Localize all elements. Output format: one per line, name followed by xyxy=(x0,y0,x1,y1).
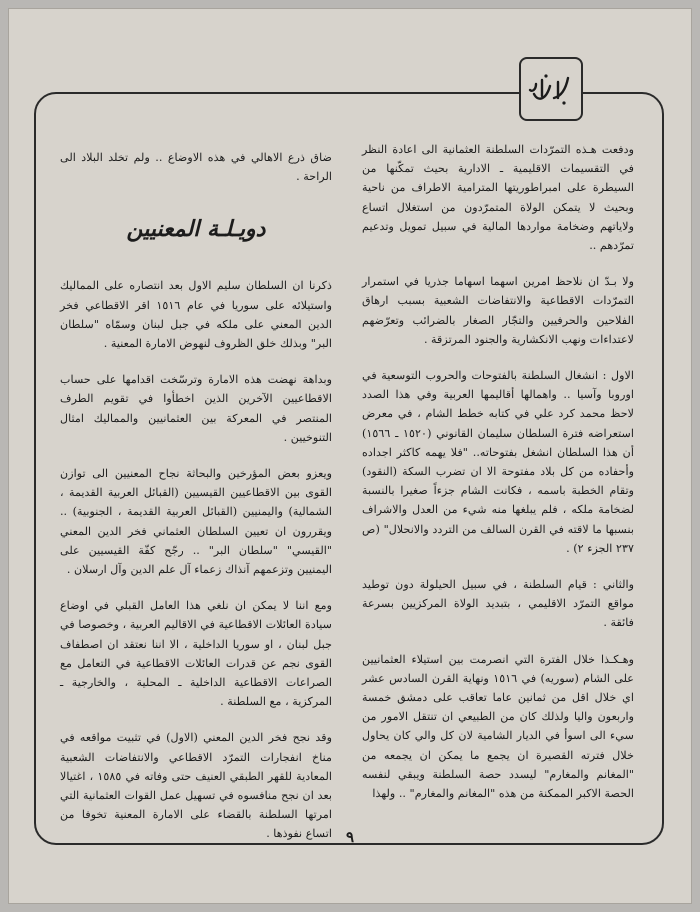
paragraph: ومع اننا لا يمكن ان نلغي هذا العامل القبلي في اوضاع سيادة العائلات الاقطاعية في الاقاليم العربية ، وخصوصا في جبل لبنان ، او سوريا الداخلية ، الا اننا نعتقد ان اصطفاف القوى نجم عن قدرات العائلات الاقطاعية في التعامل مع الصراعات الاقطاعية الداخلية ـ المحلية ، والخارجية ـ المركزية ، مع السلطنة . xyxy=(60,599,332,709)
left-column xyxy=(60,148,332,861)
calligraphy-logo-icon xyxy=(528,70,574,108)
page-number: ٩ xyxy=(345,828,355,846)
right-column xyxy=(362,140,634,820)
paragraph: ودفعت هـذه التمرّدات السلطنة العثمانية الى اعادة النظر في التقسيمات الاقليمية ـ الادارية بحيث تمكّنها من السيطرة على امبراطوريتها المترامية الاطراف من ناحية وبحيث لا يتمكن الولاة المتمرّدون من استغلال اتساع ولاياتهم وضخامة مواردها المالية في سبيل تمويل وتدعيم تمرّدهم .. xyxy=(362,143,634,253)
section-logo xyxy=(519,57,583,121)
paragraph-intro: ضاق ذرع الاهالي في هذه الاوضاع .. ولم تخلد البلاد الى الراحة . xyxy=(60,151,332,184)
paragraph: الاول : انشغال السلطنة بالفتوحات والحروب التوسعية في اوروبا وآسيا .. واهمالها أقاليمها العربية وفي هذا الصدد لاحظ محمد كرد علي في كتابه خطط الشام ، في معرض استعراضه فترة السلطان سليمان القانوني (١٥٢٠ ـ ١٥٦٦) أن هذا السلطان انشغل بفتوحاته.. "فلا يهمه كاكثر اجداده وأحفاده من كل بلاد مفتوحة الا ان تضرب السكة (النقود) وتقام الخطبة باسمه ، فكانت الشام جزءاً صغيرا بالنسبة لضخامة ملكه ، فلم يبلغها منه شيء من العدل والاشراف بنسبها ما لاقته في القرن السالف من التردد والانحلال" (ص ٢٣٧ الجزء ٢) . xyxy=(362,369,635,555)
paragraph: ذكرنا ان السلطان سليم الاول بعد انتصاره على المماليك واستيلائه على سوريا في عام ١٥١٦ اقر الاقطاعي فخر الدين المعني على ملكه في جبل لبنان وسمّاه "سلطان البر" وبذلك خلق الظروف لنهوض الامارة المعنية . xyxy=(60,279,333,351)
paragraph: وقد نجح فخر الدين المعني (الاول) في تثبيت مواقعه في مناخ انفجارات التمرّد الاقطاعي والانتفاضات الشعبية المعادية للقهر الطبقي العنيف حتى وفاته في ١٥٨٥ ، اغتيالا بعد ان نجح منافسوه في تسهيل عمل القوات العثمانية التي امرتها السلطنة بالقضاء على الامارة المعنية تخوفا من اتساع نفوذها . xyxy=(60,731,332,841)
paragraph: ولا بـدّ ان نلاحظ امرين اسهما اسهاما جذريا في استمرار التمرّدات الاقطاعية والانتفاضات الشعبية بسبب ارهاق الفلاحين والحرفيين والتجّار الصغار بالضرائب وتعرّضهم لاعتداءات ونهب الانكشارية والجنود المرتزقة . xyxy=(362,275,634,346)
paragraph: وهـكـذا خلال الفترة التي انصرمت بين استيلاء العثمانيين على الشام (سوريه) في ١٥١٦ ونهاية القرن السادس عشر اي خلال اقل من ثمانين عاما تعاقب على دمشق خمسة واربعون واليا ولذلك كان من الطبيعي ان تنتقل الامور من سيء الى اسوأ في الديار الشامية لان كل والي كان يحاول خلال فترته القصيرة ان يجمع ما يمكن ان يجمعه من "المغانم والمغارم" ليسدد حصة السلطنة ويبقي لنفسه الحصة الاكبر الممكنة من هذه "المغانم والمغارم" .. ولهذا xyxy=(362,652,634,801)
paragraph: ويعزو بعض المؤرخين والبحاثة نجاح المعنيين الى توازن القوى بين الاقطاعيين القيسيين (القبائل العربية القديمة ، الشمالية) واليمنيين (القبائل العربية القديمة ، الجنوبية) .. ويقررون ان تعيين السلطان العثماني فخر الدين المعني "القيسي" "سلطان البر" .. رجّح كفّة القيسيين على اليمنيين وتزعمهم آنذاك زعماء آل علم الدين وآل ارسلان . xyxy=(60,467,332,577)
paragraph: وبداهة نهضت هذه الامارة وترسّخت اقدامها على حساب الاقطاعيين الآخرين الذين اخطأوا في تقويم الطرف المنتصر في المعركة بين العثمانيين والمماليك امثال التنوخيين . xyxy=(60,373,332,444)
section-heading: دويـلـة المعنيين xyxy=(126,216,266,243)
paragraph: والثاني : قيام السلطنة ، في سبيل الحيلولة دون توطيد مواقع التمرّد الاقليمي ، بتبديد الولاة المركزيين بسرعة فائقة . xyxy=(362,578,634,630)
